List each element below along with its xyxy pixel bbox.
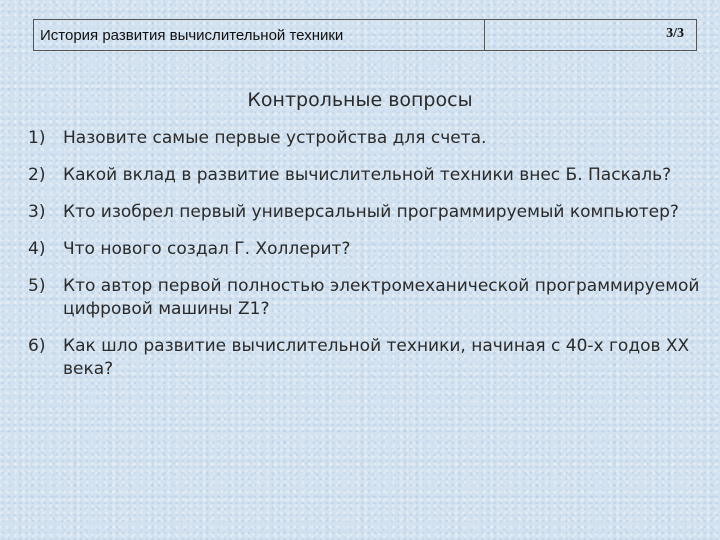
question-text: Что нового создал Г. Холлерит?: [63, 239, 351, 259]
header-title: История развития вычислительной техники: [34, 20, 485, 50]
question-number: 4): [28, 239, 46, 259]
header-table: [33, 19, 697, 51]
question-number: 5): [28, 276, 46, 296]
question-text: Как шло развитие вычислительной техники, начиная с 40-х годов XX века?: [63, 336, 690, 379]
question-item: [28, 335, 708, 381]
question-item: [28, 164, 708, 187]
question-item: [28, 238, 708, 261]
question-number: 1): [28, 128, 46, 148]
question-number: 3): [28, 202, 46, 222]
question-text: Назовите самые первые устройства для счета.: [63, 128, 487, 148]
question-text: Какой вклад в развитие вычислительной техники внес Б. Паскаль?: [63, 165, 672, 185]
question-number: 2): [28, 165, 46, 185]
question-item: [28, 127, 708, 150]
question-item: [28, 275, 708, 321]
question-number: 6): [28, 336, 46, 356]
question-item: [28, 201, 708, 224]
questions-list: [28, 127, 708, 395]
slide-title: Контрольные вопросы: [247, 89, 473, 111]
page-number: 3/3: [666, 26, 684, 41]
question-text: Кто изобрел первый универсальный программируемый компьютер?: [63, 202, 679, 222]
question-text: Кто автор первой полностью электромеханической программируемой цифровой машины Z1?: [63, 276, 700, 319]
